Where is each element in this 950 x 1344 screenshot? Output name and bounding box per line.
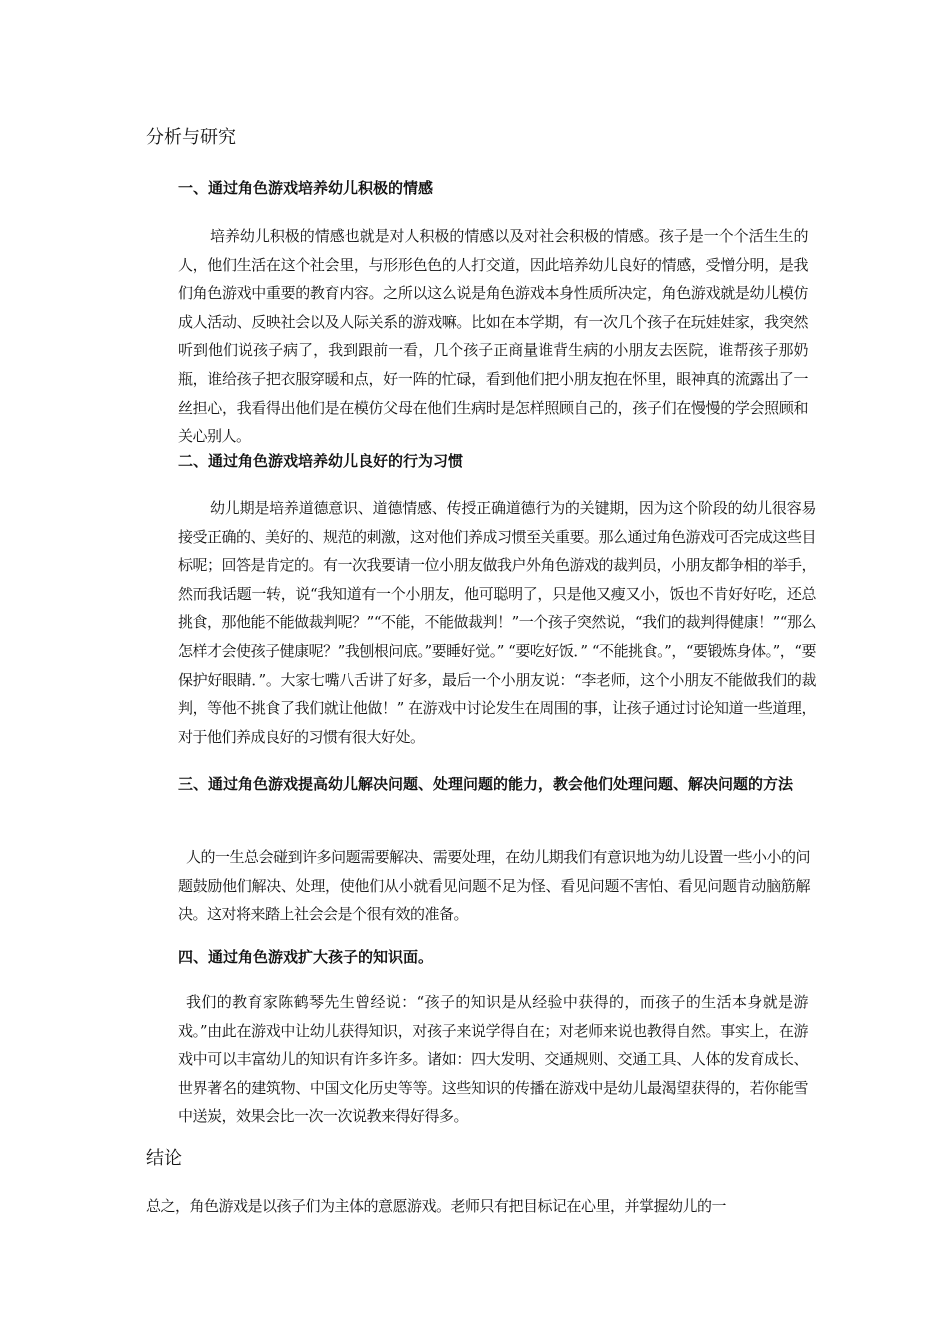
section-title-analysis: 分析与研究 <box>146 127 236 148</box>
section-title-conclusion: 结论 <box>146 1148 182 1169</box>
paragraph-conclusion: 总之，角色游戏是以孩子们为主体的意愿游戏。老师只有把目标记在心里，并掌握幼儿的一 <box>146 1197 727 1215</box>
paragraph-4: 我们的教育家陈鹤琴先生曾经说：“孩子的知识是从经验中获得的，而孩子的生活本身就是游戏。”由此在游戏中让幼儿获得知识，对孩子来说学得自在；对老师来说也教得自然。事实上，在游戏中可以丰富幼儿的知识有许多许多。诸如：四大发明、交通规则、交通工具、人体的发育成长、世界著名的建筑物、中国文化历史等等。这些知识的传播在游戏中是幼儿最渴望获得的，若你能雪中送炭，效果会比一次一次说教来得好得多。 <box>178 993 808 1126</box>
subheading-2: 二、通过角色游戏培养幼儿良好的行为习惯 <box>178 452 464 470</box>
subheading-1: 一、通过角色游戏培养幼儿积极的情感 <box>178 179 434 197</box>
paragraph-3: 人的一生总会碰到许多问题需要解决、需要处理，在幼儿期我们有意识地为幼儿设置一些小小的问题鼓励他们解决、处理，使他们从小就看见问题不足为怪、看见问题不害怕、看见问题肯动脑筋解决。这对将来踏上社会会是个很有效的准备。 <box>178 848 810 924</box>
paragraph-2: 幼儿期是培养道德意识、道德情感、传授正确道德行为的关键期，因为这个阶段的幼儿很容易接受正确的、美好的、规范的刺激，这对他们养成习惯至关重要。那么通过角色游戏可否完成这些目标呢；回答是肯定的。有一次我要请一位小朋友做我户外角色游戏的裁判员，小朋友都争相的举手，然而我话题一转，说“我知道有一个小朋友，他可聪明了，只是他又瘦又小，饭也不肯好好吃，还总挑食，那他能不能做裁判呢？”“不能，不能做裁判！”一个孩子突然说，“我们的裁判得健康！”“那么怎样才会使孩子健康呢？”我刨根问底。”要睡好觉。” “要吃好饭．” “不能挑食。”，“要锻炼身体。”，“要保护好眼睛．”。大家七嘴八舌讲了好多，最后一个小朋友说：“李老师，这个小朋友不能做我们的裁判，等他不挑食了我们就让他做！” 在游戏中讨论发生在周围的事，让孩子通过讨论知道一些道理，对于他们养成良好的习惯有很大好处。 <box>178 499 817 746</box>
subheading-4: 四、通过角色游戏扩大孩子的知识面。 <box>178 948 434 966</box>
subheading-3: 三、通过角色游戏提高幼儿解决问题、处理问题的能力，教会他们处理问题、解决问题的方法 <box>178 775 794 793</box>
paragraph-1: 培养幼儿积极的情感也就是对人积极的情感以及对社会积极的情感。孩子是一个个活生生的人，他们生活在这个社会里，与形形色色的人打交道，因此培养幼儿良好的情感，受憎分明，是我们角色游戏中重要的教育内容。之所以这么说是角色游戏本身性质所决定，角色游戏就是幼儿模仿成人活动、反映社会以及人际关系的游戏嘛。比如在本学期，有一次几个孩子在玩娃娃家，我突然听到他们说孩子病了，我到跟前一看，几个孩子正商量谁背生病的小朋友去医院，谁帮孩子那奶瓶，谁给孩子把衣服穿暖和点，好一阵的忙碌，看到他们把小朋友抱在怀里，眼神真的流露出了一丝担心，我看得出他们是在模仿父母在他们生病时是怎样照顾自己的，孩子们在慢慢的学会照顾和关心别人。 <box>178 227 808 446</box>
